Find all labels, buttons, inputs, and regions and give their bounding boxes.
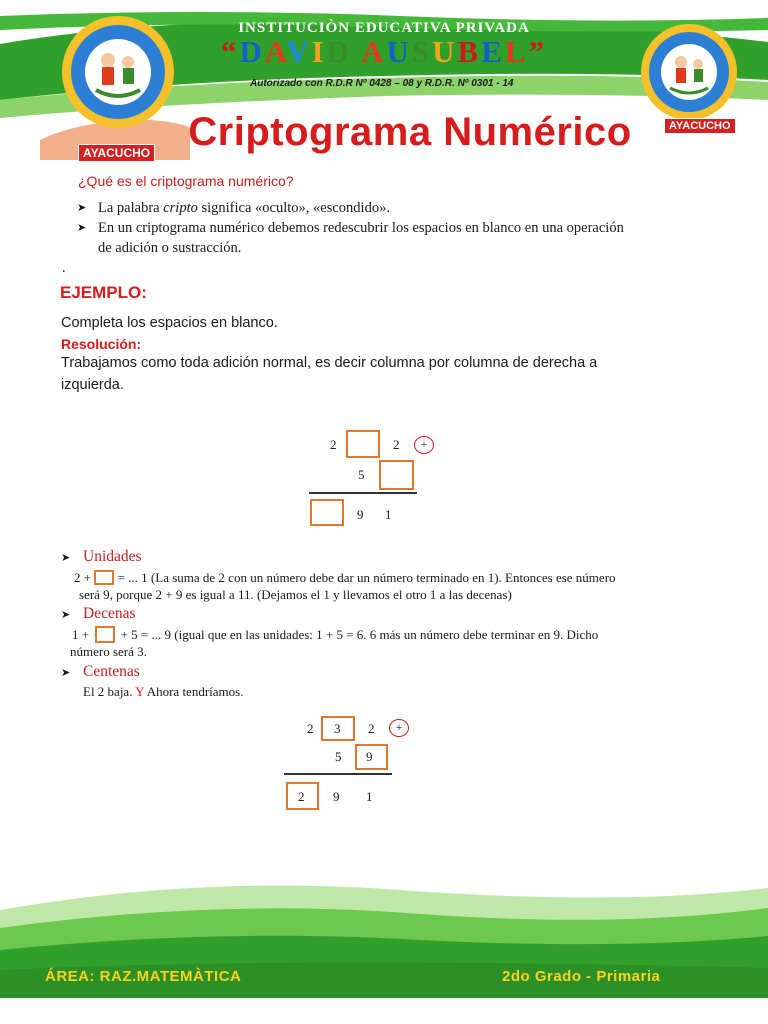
- blank-box: [95, 626, 115, 643]
- logo-badge-left: AYACUCHO: [78, 144, 155, 162]
- school-name-letter: S: [411, 34, 433, 69]
- school-name-letter: U: [386, 34, 412, 69]
- footer-area: ÁREA: RAZ.MATEMÀTICA: [45, 968, 242, 985]
- blank-box: [379, 460, 414, 490]
- stray-dot: .: [62, 260, 66, 276]
- unidades-line-1: 2 + = ... 1 (La suma de 2 con un número debe dar un número terminado en 1). Entonces ese número: [74, 570, 616, 585]
- footer-grade: 2do Grado - Primaria: [502, 968, 661, 985]
- bullet-arrow-icon: ➤: [61, 552, 71, 564]
- school-name-letter: U: [432, 34, 458, 69]
- decenas-heading: Decenas: [83, 605, 136, 622]
- school-name-letter: [352, 34, 361, 69]
- sum-line: [284, 773, 392, 775]
- resolution-line-1: Trabajamos como toda adición normal, es decir columna por columna de derecha a: [61, 355, 598, 371]
- bullet-2-line-2: de adición o sustracción.: [98, 240, 242, 256]
- centenas-line-1: El 2 baja. Y Ahora tendríamos.: [83, 684, 244, 699]
- unidades-line-2: será 9, porque 2 + 9 es igual a 11. (Dejamos el 1 y llevamos el otro 1 a las decenas): [79, 587, 512, 602]
- school-name-letter: “: [220, 34, 240, 69]
- unidades-heading: Unidades: [83, 548, 142, 565]
- digit: 9: [357, 507, 364, 522]
- digit: 5: [335, 749, 342, 764]
- bullet-1: La palabra cripto significa «oculto», «escondido».: [98, 200, 390, 216]
- school-name-letter: B: [457, 34, 482, 69]
- decenas-line-1: 1 + + 5 = ... 9 (igual que en las unidades: 1 + 5 = 6. 6 más un número debe terminar en 9. Dicho: [72, 627, 599, 642]
- digit: 2: [307, 721, 314, 736]
- bullet-arrow-icon: ➤: [77, 202, 87, 214]
- digit: 2: [330, 437, 337, 452]
- school-name-letter: A: [361, 34, 387, 69]
- school-name-letter: V: [286, 34, 312, 69]
- blank-box: [346, 430, 380, 458]
- plus-sign: +: [414, 436, 434, 454]
- blank-box: [310, 499, 344, 526]
- digit: 2: [298, 789, 305, 804]
- digit: 3: [334, 721, 341, 736]
- bullet-arrow-icon: ➤: [61, 667, 71, 679]
- school-name-letter: I: [311, 34, 327, 69]
- digit: 5: [358, 467, 365, 482]
- bullet-arrow-icon: ➤: [77, 222, 87, 234]
- page-title: Criptograma Numérico: [188, 110, 632, 154]
- school-name-letter: D: [239, 34, 265, 69]
- school-name-letter: A: [264, 34, 287, 69]
- plus-sign: +: [389, 719, 409, 737]
- digit: 9: [333, 789, 340, 804]
- logo-badge-right: AYACUCHO: [664, 118, 736, 134]
- resolution-label: Resolución:: [61, 336, 142, 352]
- example-heading: EJEMPLO:: [60, 283, 147, 302]
- school-name-letter: E: [481, 34, 505, 69]
- digit: 1: [385, 507, 392, 522]
- digit: 9: [366, 749, 373, 764]
- authorization-text: Autorizado con R.D.R Nº 0428 – 08 y R.D.R. Nº 0301 - 14: [250, 78, 514, 89]
- footer-banner: [0, 870, 768, 1024]
- question-heading: ¿Qué es el criptograma numérico?: [78, 173, 294, 189]
- centenas-heading: Centenas: [83, 663, 140, 680]
- digit: 1: [366, 789, 373, 804]
- instruction-text: Completa los espacios en blanco.: [61, 315, 278, 331]
- bullet-2-line-1: En un criptograma numérico debemos redescubrir los espacios en blanco en una operación: [98, 220, 624, 236]
- decenas-line-2: número será 3.: [70, 644, 147, 659]
- blank-box: [94, 570, 114, 585]
- bullet-arrow-icon: ➤: [61, 609, 71, 621]
- sum-line: [309, 492, 417, 494]
- school-name-letter: D: [326, 34, 353, 69]
- institution-label: INSTITUCIÒN EDUCATIVA PRIVADA: [238, 20, 530, 36]
- school-name-letter: L: [504, 34, 529, 69]
- digit: 2: [393, 437, 400, 452]
- digit: 2: [368, 721, 375, 736]
- resolution-line-2: izquierda.: [61, 377, 124, 393]
- school-name-letter: ”: [528, 34, 548, 69]
